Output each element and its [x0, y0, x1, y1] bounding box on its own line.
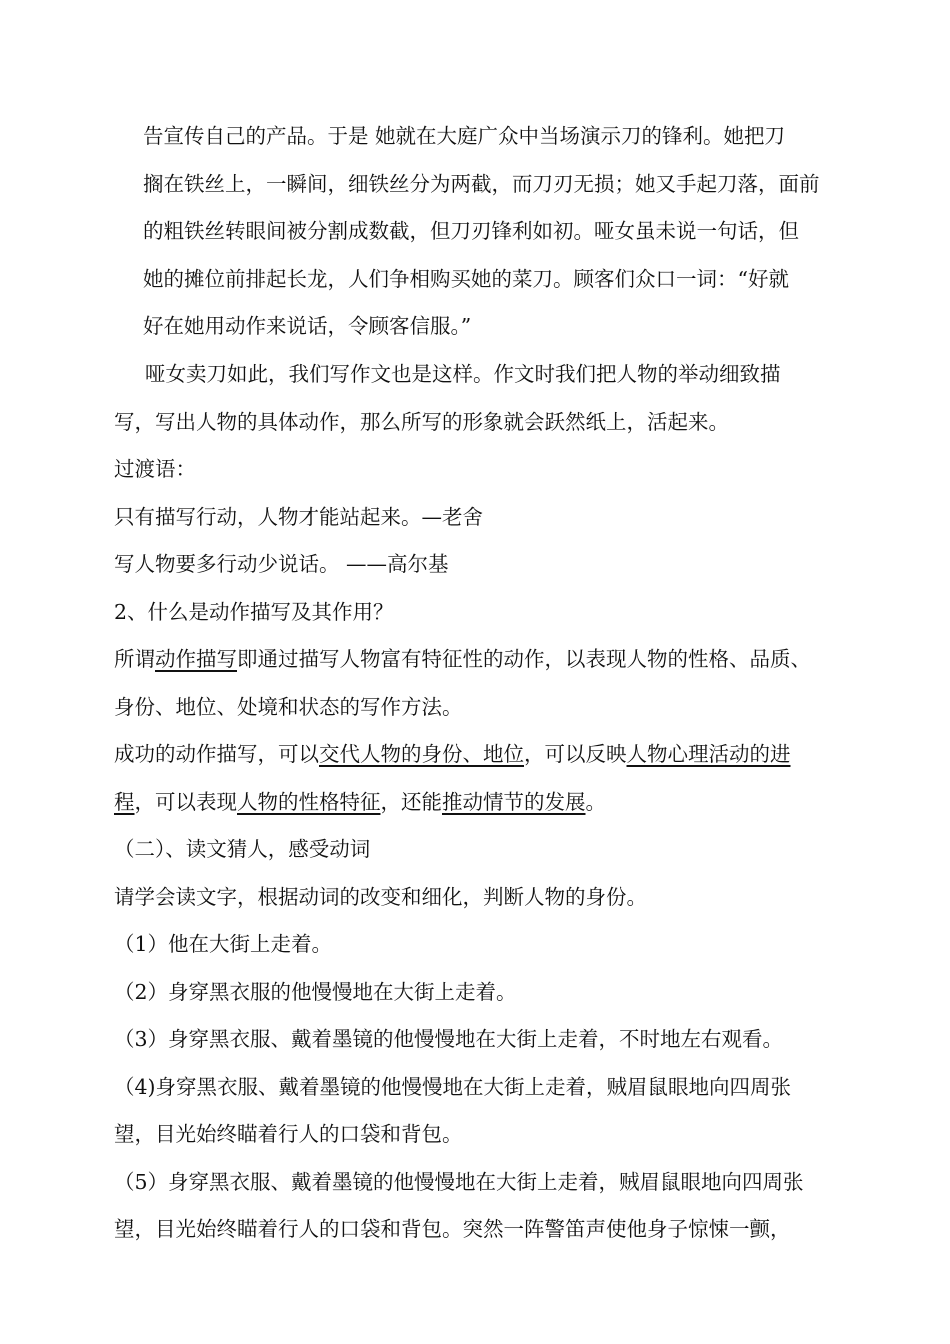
list-item: （3）身穿黑衣服、戴着墨镜的他慢慢地在大街上走着，不时地左右观看。 — [114, 1027, 784, 1051]
quote-line: 搁在铁丝上，一瞬间，细铁丝分为两截，而刀刃无损；她又手起刀落，面前 — [143, 172, 820, 196]
effect-line — [114, 787, 606, 817]
effect-line — [114, 739, 791, 769]
quote-laoshe: 只有描写行动，人物才能站起来。—老舍 — [114, 505, 483, 529]
paragraph-line: 写，写出人物的具体动作，那么所写的形象就会跃然纸上，活起来。 — [114, 410, 729, 434]
section-title: （二）、读文猜人，感受动词 — [114, 837, 371, 861]
quote-line: 她的摊位前排起长龙，人们争相购买她的菜刀。顾客们众口一词：“好就 — [143, 267, 789, 291]
effect-text: 成功的动作描写，可以 — [114, 742, 319, 766]
list-item: （5）身穿黑衣服、戴着墨镜的他慢慢地在大街上走着，贼眉鼠眼地向四周张 — [114, 1170, 804, 1194]
underlined-phrase: 人物的性格特征 — [237, 790, 381, 814]
instruction: 请学会读文字，根据动词的改变和细化，判断人物的身份。 — [114, 885, 647, 909]
definition-line — [114, 644, 811, 674]
definition-text: 即通过描写人物富有特征性的动作，以表现人物的性格、品质、 — [237, 647, 811, 671]
list-item: （1）他在大街上走着。 — [114, 932, 333, 956]
section-heading: 2、什么是动作描写及其作用？ — [114, 600, 394, 624]
quote-line: 好在她用动作来说话，令顾客信服。” — [143, 314, 472, 338]
paragraph-line: 哑女卖刀如此，我们写作文也是这样。作文时我们把人物的举动细致描 — [145, 362, 781, 386]
list-item: 望，目光始终瞄着行人的口袋和背包。 — [114, 1122, 463, 1146]
underlined-phrase: 推动情节的发展 — [442, 790, 586, 814]
transition-label: 过渡语： — [114, 457, 196, 481]
underlined-phrase: 人物心理活动的进 — [626, 742, 791, 766]
list-item: （4)身穿黑衣服、戴着墨镜的他慢慢地在大街上走着，贼眉鼠眼地向四周张 — [114, 1075, 792, 1099]
effect-text: ，还能 — [380, 790, 442, 814]
quote-line: 告宣传自己的产品。于是 她就在大庭广众中当场演示刀的锋利。她把刀 — [143, 124, 786, 148]
underlined-term: 动作描写 — [155, 647, 237, 671]
quote-gorky: 写人物要多行动少说话。 ——高尔基 — [114, 552, 449, 576]
list-item: （2）身穿黑衣服的他慢慢地在大街上走着。 — [114, 980, 517, 1004]
effect-text: ，可以表现 — [134, 790, 237, 814]
quote-line: 的粗铁丝转眼间被分割成数截，但刀刃锋利如初。哑女虽未说一句话，但 — [143, 219, 799, 243]
definition-line: 身份、地位、处境和状态的写作方法。 — [114, 695, 463, 719]
list-item: 望，目光始终瞄着行人的口袋和背包。突然一阵警笛声使他身子惊悚一颤， — [114, 1217, 791, 1241]
underlined-phrase: 交代人物的身份、地位 — [319, 742, 524, 766]
effect-text: 。 — [585, 790, 606, 814]
effect-text: ，可以反映 — [524, 742, 627, 766]
definition-text: 所谓 — [114, 647, 155, 671]
underlined-phrase: 程 — [114, 790, 135, 814]
